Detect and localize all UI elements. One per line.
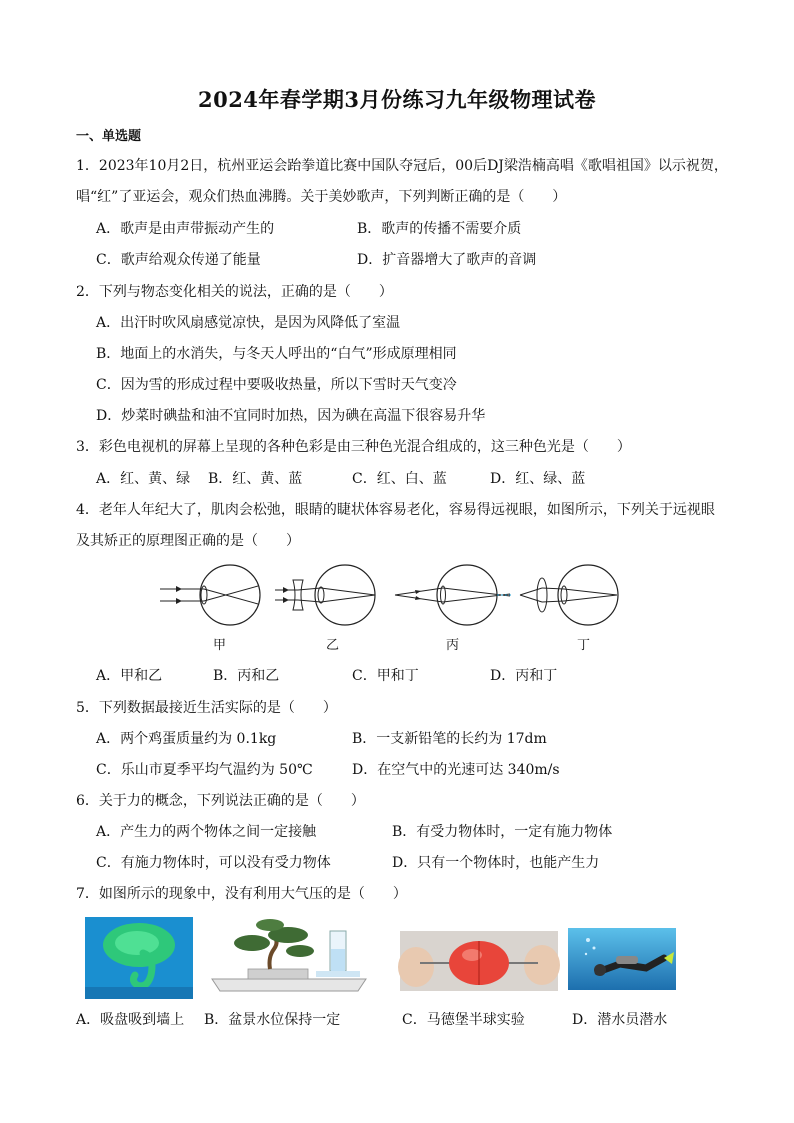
q1-stem-line1: 1．2023年10月2日，杭州亚运会跆拳道比赛中国队夺冠后，00后DJ梁浩楠高唱《歌唱祖国》以示祝贺， <box>76 158 728 174</box>
q1-option-c: C．歌声给观众传递了能量 <box>96 252 261 268</box>
q3-option-a: A．红、黄、绿 <box>96 471 191 487</box>
q5-option-d: D．在空气中的光速可达 340m/s <box>352 762 560 778</box>
q4-option-b: B．丙和乙 <box>213 668 280 684</box>
q6-option-c: C．有施力物体时，可以没有受力物体 <box>96 855 331 871</box>
q3-stem: 3．彩色电视机的屏幕上呈现的各种色彩是由三种色光混合组成的，这三种色光是（ ） <box>76 439 631 455</box>
eye-diagram-yi <box>275 560 385 630</box>
q5-option-a: A．两个鸡蛋质量约为 0.1kg <box>96 731 277 747</box>
q7-stem: 7．如图所示的现象中，没有利用大气压的是（ ） <box>76 886 407 902</box>
page-title: 2024年春学期3月份练习九年级物理试卷 <box>197 87 597 112</box>
q4-option-c: C．甲和丁 <box>352 668 419 684</box>
q2-stem: 2．下列与物态变化相关的说法，正确的是（ ） <box>76 284 393 300</box>
q5-option-b: B．一支新铅笔的长约为 17dm <box>352 731 547 747</box>
q1-option-b: B．歌声的传播不需要介质 <box>357 221 522 237</box>
magdeburg-hemispheres-photo <box>400 931 558 991</box>
q4-stem-line2: 及其矫正的原理图正确的是（ ） <box>76 533 300 549</box>
q2-option-c: C．因为雪的形成过程中要吸收热量，所以下雪时天气变冷 <box>96 377 457 393</box>
q1-option-d: D．扩音器增大了歌声的音调 <box>357 252 537 268</box>
q5-stem: 5．下列数据最接近生活实际的是（ ） <box>76 700 337 716</box>
diver-photo <box>568 928 676 990</box>
fig-label-ding: 丁 <box>577 638 591 653</box>
section-heading: 一、单选题 <box>76 129 142 144</box>
q2-option-d: D．炒菜时碘盐和油不宜同时加热，因为碘在高温下很容易升华 <box>96 408 486 424</box>
q5-option-c: C．乐山市夏季平均气温约为 50℃ <box>96 762 313 778</box>
eye-diagram-jia <box>160 560 270 630</box>
q4-option-a: A．甲和乙 <box>96 668 163 684</box>
fig-label-jia: 甲 <box>213 638 227 653</box>
q7-option-b: B．盆景水位保持一定 <box>204 1012 341 1028</box>
q1-option-a: A．歌声是由声带振动产生的 <box>96 221 275 237</box>
q4-option-d: D．丙和丁 <box>490 668 558 684</box>
q6-option-d: D．只有一个物体时，也能产生力 <box>392 855 600 871</box>
q7-option-a: A．吸盘吸到墙上 <box>76 1012 185 1028</box>
q4-stem-line1: 4．老年人年纪大了，肌肉会松弛，眼睛的睫状体容易老化，容易得远视眼，如图所示，下列关于远视眼 <box>76 502 715 518</box>
q6-option-b: B．有受力物体时，一定有施力物体 <box>392 824 613 840</box>
q6-option-a: A．产生力的两个物体之间一定接触 <box>96 824 317 840</box>
q2-option-b: B．地面上的水消失，与冬天人呼出的“白气”形成原理相同 <box>96 346 457 362</box>
q6-stem: 6．关于力的概念，下列说法正确的是（ ） <box>76 793 365 809</box>
fig-label-yi: 乙 <box>326 638 340 653</box>
bonsai-photo <box>208 917 370 997</box>
q3-option-c: C．红、白、蓝 <box>352 471 447 487</box>
q1-stem-line2: 唱“红”了亚运会，观众们热血沸腾。关于美妙歌声，下列判断正确的是（ ） <box>76 189 567 205</box>
eye-diagram-bing <box>395 560 515 630</box>
fig-label-bing: 丙 <box>446 638 460 653</box>
q7-option-d: D．潜水员潜水 <box>572 1012 668 1028</box>
eye-diagram-ding <box>520 560 630 630</box>
q3-option-b: B．红、黄、蓝 <box>208 471 303 487</box>
q7-option-c: C．马德堡半球实验 <box>402 1012 525 1028</box>
q3-option-d: D．红、绿、蓝 <box>490 471 586 487</box>
suction-cup-photo <box>85 917 193 999</box>
q2-option-a: A．出汗时吹风扇感觉凉快，是因为风降低了室温 <box>96 315 401 331</box>
